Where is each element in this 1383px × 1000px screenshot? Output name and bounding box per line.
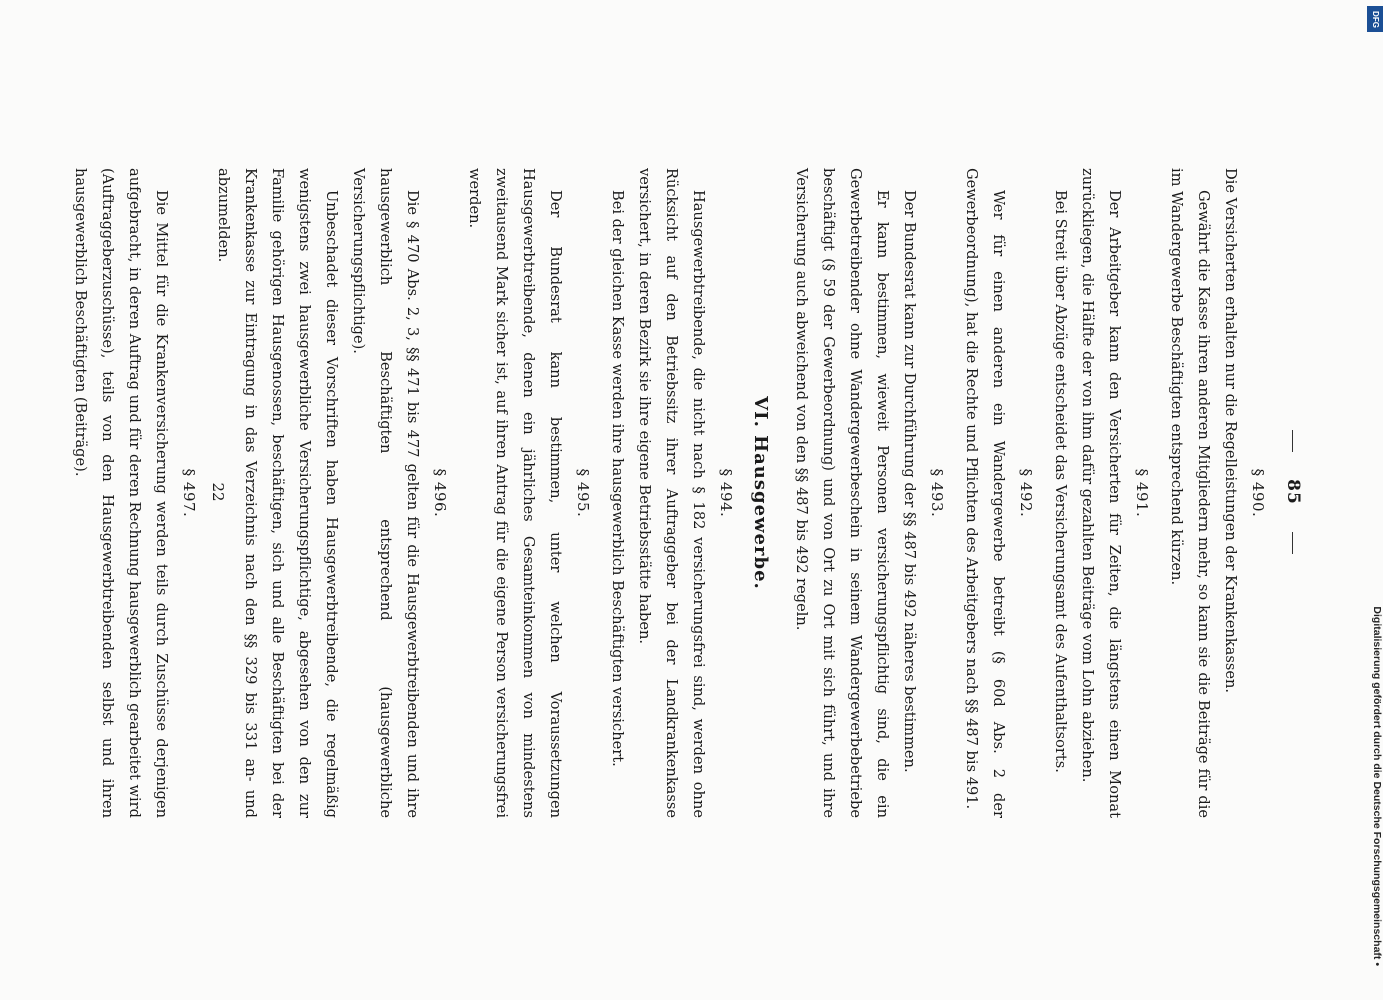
header-dash-right bbox=[1292, 532, 1293, 554]
paragraph: Unbeschadet dieser Vorschriften haben Hausgewerbtreibende, die regelmäßig wenigstens zwei hausgewerbliche Versicherungspflichtige, abgesehen von den zur Familie gehörigen Hausgenossen, beschäftigen, sich und alle Beschäftigten bei der Krankenkasse zur Eintragung in das Verzeichnis nach den §§ 329 bis 331 an- und abzumelden. bbox=[215, 168, 340, 818]
page-number: 85 bbox=[1283, 479, 1303, 505]
section-number: § 493. bbox=[928, 468, 946, 518]
section-number: § 497. bbox=[180, 468, 198, 518]
header-dash-left bbox=[1292, 430, 1293, 452]
paragraph: Er kann bestimmen, wieweit Personen versicherungspflichtig sind, die ein Gewerbetreibender ohne Wandergewerbeschein in seinem Wandergewerbebetriebe beschäftigt (§ 59 der Gewerbeordnung) und von Ort zu Ort mit sich führt, und ihre Versicherung auch abweichend von den §§ 487 bis 492 regeln. bbox=[793, 168, 891, 818]
paragraph: Die Versicherten erhalten nur die Regelleistungen der Krankenkassen. bbox=[1222, 168, 1239, 694]
paragraph: Der Bundesrat kann zur Durchführung der §§ 487 bis 492 näheres bestimmen. bbox=[901, 190, 918, 773]
rotated-page bbox=[72, 112, 1325, 872]
paragraph: Die § 470 Abs. 2, 3, §§ 471 bis 477 gelten für die Hausgewerbtreibenden und ihre hausgewerblich Beschäftigten entsprechend (hausgewerbliche Versicherungspflichtige). bbox=[350, 168, 421, 818]
paragraph: Die Mittel für die Krankenversicherung werden teils durch Zuschüsse derjenigen aufgebracht, in deren Auftrag und für deren Rechnung hausgewerblich gearbeitet wird (Auftraggeberzuschüsse), teils von den Hausgewerbtreibenden selbst und ihren hausgewerblich Beschäftigten (Beiträge). bbox=[72, 168, 170, 818]
paragraph: Bei der gleichen Kasse werden ihre hausgewerblich Beschäftigten versichert. bbox=[609, 190, 626, 767]
digitization-credit bbox=[1366, 6, 1383, 996]
section-number: § 495. bbox=[574, 468, 592, 518]
footer-page-number: 22 bbox=[209, 482, 227, 502]
section-number: § 492. bbox=[1017, 468, 1035, 518]
section-number: § 494. bbox=[717, 468, 735, 518]
paragraph: Der Bundesrat kann bestimmen, unter welchen Voraussetzungen Hausgewerbtreibende, denen ein jährliches Gesamteinkommen von mindestens zweitausend Mark sicher ist, auf ihren Antrag für die eigene Person versicherungsfrei werden. bbox=[466, 168, 564, 818]
digitization-credit-text: Digitalisierung gefördert durch die Deutsche Forschungsgemeinschaft • bbox=[1371, 606, 1383, 966]
paragraph: Hausgewerbtreibende, die nicht nach § 182 versicherungsfrei sind, werden ohne Rücksicht auf den Betriebssitz ihrer Auftraggeber bei der Landkrankenkasse versichert, in deren Bezirk sie ihre eigene Betriebsstätte haben. bbox=[636, 168, 707, 818]
paragraph: Der Arbeitgeber kann den Versicherten für Zeiten, die längstens einen Monat zurückliegen, die Hälfte der von ihm dafür gezahlten Beiträge vom Lohn abziehen. bbox=[1079, 168, 1123, 818]
paragraph: Wer für einen anderen ein Wandergewerbe betreibt (§ 60d Abs. 2 der Gewerbeordnung), hat die Rechte und Pflichten des Arbeitgebers nach §§ 487 bis 491. bbox=[963, 168, 1007, 818]
section-number: § 496. bbox=[431, 468, 449, 518]
paragraph: Bei Streit über Abzüge entscheidet das Versicherungsamt des Aufenthaltsorts. bbox=[1052, 190, 1069, 773]
page-body bbox=[67, 168, 1279, 818]
dfg-logo-text: DFG bbox=[1370, 10, 1380, 28]
section-number: § 490. bbox=[1249, 468, 1267, 518]
page-header bbox=[1283, 112, 1303, 872]
section-number: § 491. bbox=[1133, 468, 1151, 518]
chapter-heading: VI. Hausgewerbe. bbox=[750, 396, 771, 590]
paragraph: Gewährt die Kasse ihren anderen Mitgliedern mehr, so kann sie die Beiträge für die im Wandergewerbe Beschäftigten entsprechend kürzen. bbox=[1168, 168, 1212, 818]
